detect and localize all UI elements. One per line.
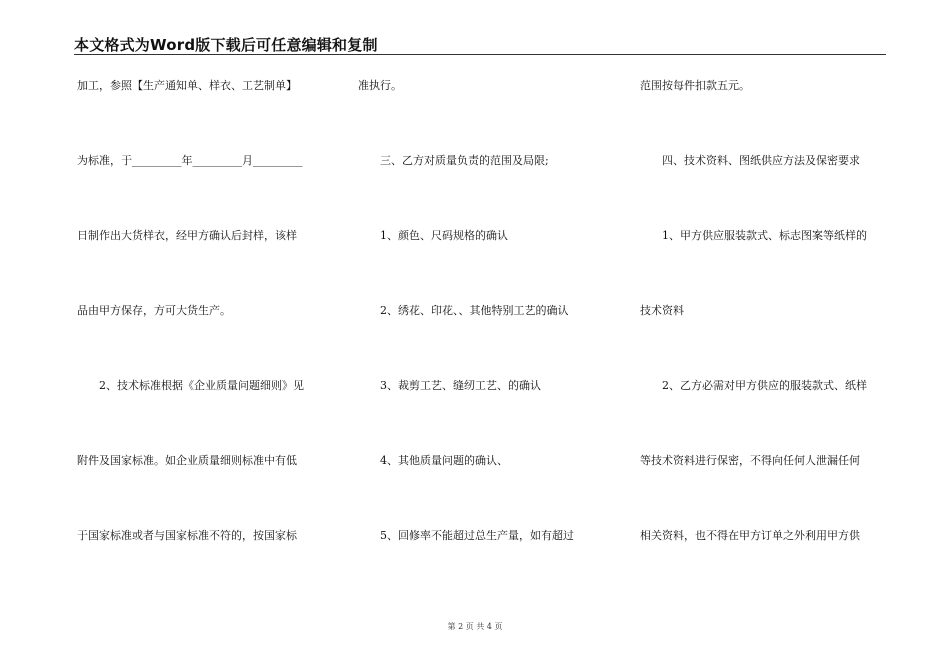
page-number: 第 2 页 共 4 页: [447, 622, 503, 631]
text-line: 1、颜色、尺码规格的确认: [358, 229, 508, 242]
page-header: [74, 34, 886, 55]
text-line: 5、回修率不能超过总生产量，如有超过: [358, 529, 574, 542]
header-title: 本文格式为Word版下载后可任意编辑和复制: [74, 36, 378, 54]
text-line: 日制作出大货样衣，经甲方确认后封样，该样: [77, 229, 297, 242]
text-line: 准执行。: [358, 79, 402, 92]
text-line: 四、技术资料、图纸供应方法及保密要求: [640, 154, 860, 167]
text-line: 于国家标准或者与国家标准不符的，按国家标: [77, 529, 297, 542]
text-line: 1、甲方供应服装款式、标志图案等纸样的: [640, 229, 867, 242]
text-line: 三、乙方对质量负责的范围及局限;: [358, 154, 549, 167]
text-line: 2、技术标准根据《企业质量问题细则》见: [77, 379, 304, 392]
text-line: 加工，参照【生产通知单、样衣、工艺制单】: [77, 79, 297, 92]
text-line: 4、其他质量问题的确认、: [358, 454, 508, 467]
text-line: 技术资料: [640, 304, 684, 317]
text-line: 附件及国家标准。如企业质量细则标准中有低: [77, 454, 297, 467]
text-line: 为标准，于_________年_________月_________: [77, 154, 303, 167]
text-line: 2、绣花、印花、、其他特别工艺的确认: [358, 304, 569, 317]
text-line: 3、裁剪工艺、缝纫工艺、的确认: [358, 379, 541, 392]
text-line: 2、乙方必需对甲方供应的服装款式、纸样: [640, 379, 867, 392]
text-line: 等技术资料进行保密，不得向任何人泄漏任何: [640, 454, 860, 467]
text-line: 相关资料，也不得在甲方订单之外利用甲方供: [640, 529, 860, 542]
text-line: 品由甲方保存，方可大货生产。: [77, 304, 231, 317]
text-line: 范围按每件扣款五元。: [640, 79, 750, 92]
